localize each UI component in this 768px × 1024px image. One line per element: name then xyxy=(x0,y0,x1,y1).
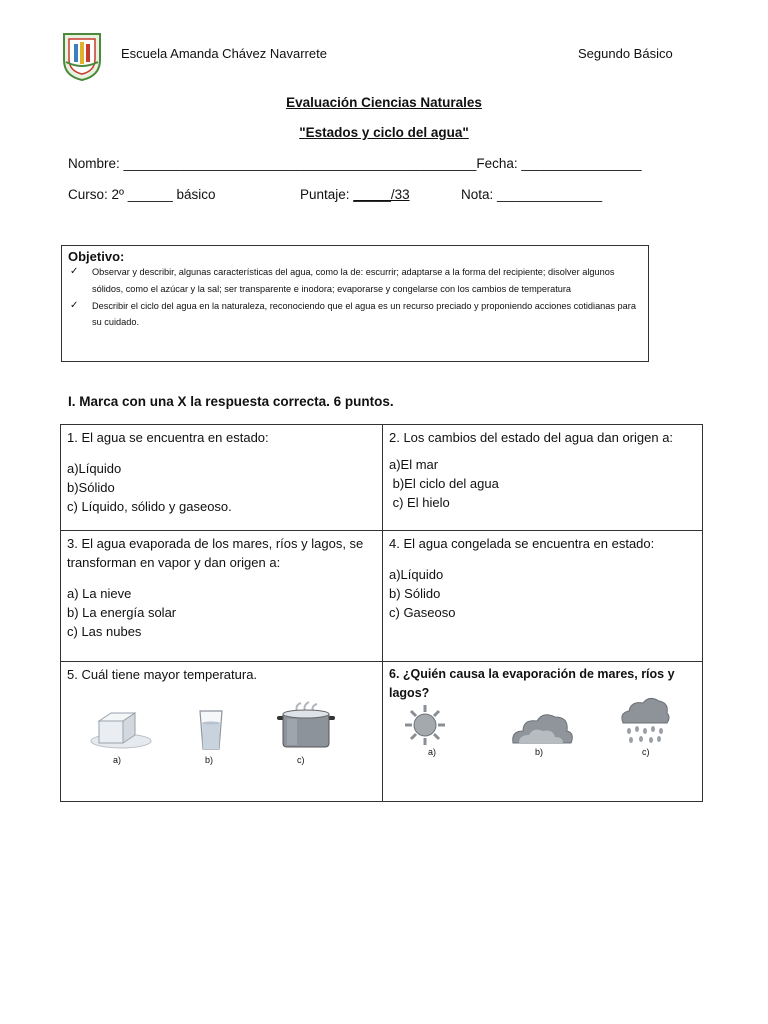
course-field[interactable]: Curso: 2º ______ básico xyxy=(68,187,216,202)
objective-item-text: Describir el ciclo del agua en la naturaleza, reconociendo que el agua es un recurso preciado y proponiendo acciones cotidianas para su cuidado. xyxy=(92,300,636,328)
question-5 xyxy=(61,662,382,687)
option-c[interactable]: c) El hielo xyxy=(389,495,450,510)
cloud-icon[interactable] xyxy=(509,707,575,747)
picture-label: c) xyxy=(297,755,305,765)
picture-label: b) xyxy=(205,755,214,765)
boiling-pot-icon[interactable] xyxy=(275,701,337,749)
name-date-field[interactable]: Nombre: _______________________________________________Fecha: ________________ xyxy=(68,156,642,171)
score-label: Puntaje: xyxy=(300,187,354,202)
option-c[interactable]: c) Gaseoso xyxy=(389,605,456,620)
option-b[interactable]: b) La energía solar xyxy=(67,605,177,620)
score-value: _____/33 xyxy=(353,187,410,202)
exam-title: Evaluación Ciencias Naturales xyxy=(286,95,482,110)
school-name: Escuela Amanda Chávez Navarrete xyxy=(121,46,327,61)
option-a[interactable]: a)El mar xyxy=(389,457,439,472)
option-a[interactable]: a)Líquido xyxy=(389,567,444,582)
objective-item xyxy=(68,264,642,298)
question-text: 4. El agua congelada se encuentra en estado: xyxy=(389,536,655,551)
objective-item-text: Observar y describir, algunas características del agua, como la de: escurrir; adaptarse a la forma del recipiente; disolver algunos sólidos, como el azúcar y la sal; ser transparente e inodora; evaporarse y congelarse con los cambios de temperatura xyxy=(92,267,615,294)
sun-icon[interactable] xyxy=(403,703,447,747)
objective-item xyxy=(68,298,642,332)
question-text: 3. El agua evaporada de los mares, ríos y lagos, se transforman en vapor y dan origen a: xyxy=(67,536,364,570)
grade-field[interactable]: Nota: ______________ xyxy=(461,187,603,202)
picture-label: a) xyxy=(428,747,437,757)
checkmark-icon: ✓ xyxy=(70,299,79,311)
picture-label: a) xyxy=(113,755,122,765)
checkmark-icon: ✓ xyxy=(70,266,79,277)
question-2 xyxy=(383,425,704,515)
option-c[interactable]: c) Las nubes xyxy=(67,624,142,639)
option-b[interactable]: b)Sólido xyxy=(67,480,115,495)
objective-box xyxy=(61,245,649,362)
question-3 xyxy=(61,531,382,644)
question-text: 5. Cuál tiene mayor temperatura. xyxy=(67,667,258,682)
rain-cloud-icon[interactable] xyxy=(617,695,671,749)
option-a[interactable]: a) La nieve xyxy=(67,586,132,601)
score-field[interactable] xyxy=(300,187,410,202)
picture-label: b) xyxy=(535,747,544,757)
water-glass-icon[interactable] xyxy=(197,709,225,751)
grade-level: Segundo Básico xyxy=(578,46,673,61)
option-b[interactable]: b)El ciclo del agua xyxy=(389,476,499,491)
question-text: 2. Los cambios del estado del agua dan origen a: xyxy=(389,430,674,445)
question-text: 6. ¿Quién causa la evaporación de mares, ríos y lagos? xyxy=(389,667,675,700)
option-a[interactable]: a)Líquido xyxy=(67,461,122,476)
picture-label: c) xyxy=(642,747,650,757)
school-logo-icon xyxy=(60,30,104,82)
question-text: 1. El agua se encuentra en estado: xyxy=(67,430,269,445)
option-c[interactable]: c) Líquido, sólido y gaseoso. xyxy=(67,499,232,514)
questions-table xyxy=(60,424,703,802)
ice-cube-icon[interactable] xyxy=(89,707,153,749)
option-b[interactable]: b) Sólido xyxy=(389,586,441,601)
question-1 xyxy=(61,425,382,519)
exam-subtitle: "Estados y ciclo del agua" xyxy=(299,125,469,140)
objective-title: Objetivo: xyxy=(68,249,125,264)
section-title: I. Marca con una X la respuesta correcta. 6 puntos. xyxy=(68,394,394,409)
question-4 xyxy=(383,531,704,625)
